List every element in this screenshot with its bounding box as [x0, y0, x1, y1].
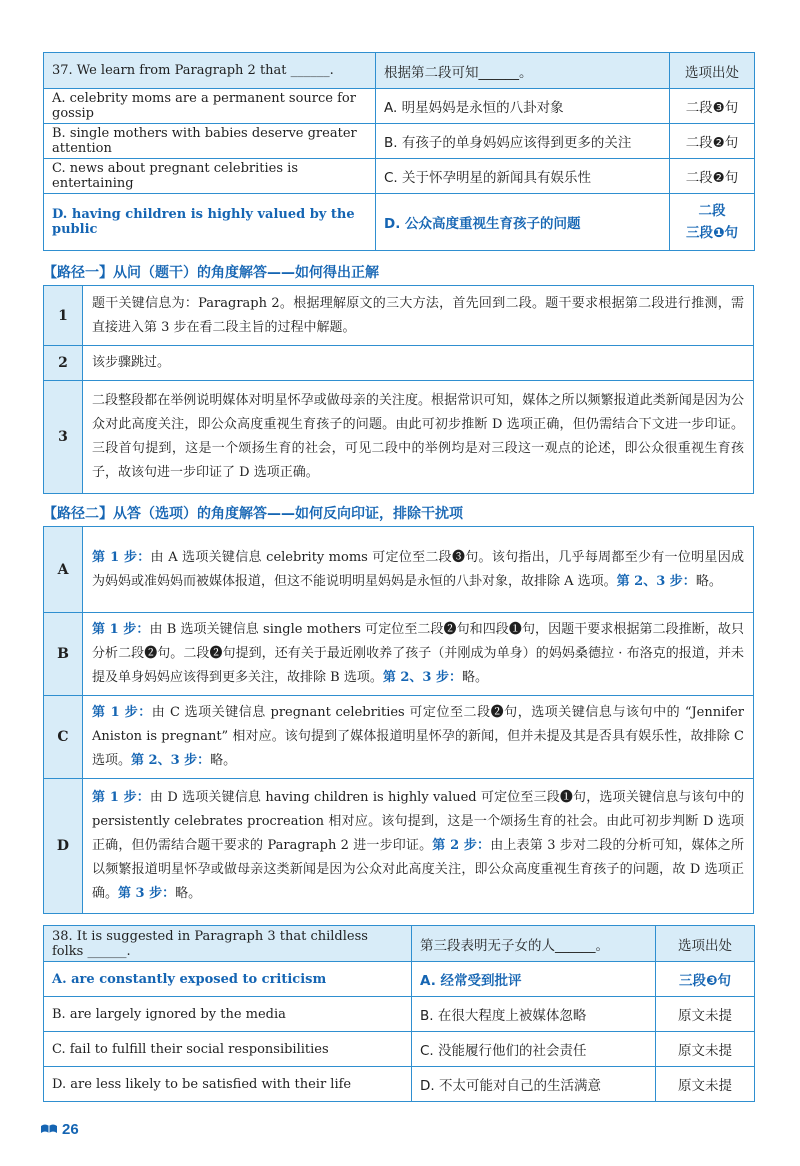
analysis-tail: 略。: [461, 670, 488, 685]
step23-label: 第 2、3 步：: [382, 670, 462, 685]
analysis-text: [83, 527, 754, 613]
option-source: 三段❸句: [656, 962, 755, 997]
step23-label: 第 2、3 步：: [616, 573, 696, 589]
route2-title: 【路径二】从答（选项）的角度解答——如何反向印证，排除干扰项: [43, 506, 463, 522]
option-cn: C. 没能履行他们的社会责任: [412, 1032, 656, 1067]
option-en: B. single mothers with babies deserve greater attention: [44, 124, 376, 159]
step-text: 该步骤跳过。: [83, 346, 754, 381]
q38-question-en: 38. It is suggested in Paragraph 3 that childless folks ______.: [44, 926, 412, 962]
page-number: 26: [62, 1121, 79, 1138]
analysis-main: 由 C 选项关键信息 pregnant celebrities 可定位至二段❷句，选项关键信息与该句中的 “Jennifer Aniston is pregnant” 相对应。该句提到了媒体报道明星怀孕的新闻，但并未提及其是否具有娱乐性，故排除 C 选项。: [92, 705, 744, 768]
option-cn: B. 有孩子的单身妈妈应该得到更多的关注: [376, 124, 670, 159]
route2-row-c: [44, 696, 754, 779]
step-text: 二段整段都在举例说明媒体对明星怀孕或做母亲的关注度。根据常识可知，媒体之所以频繁报道此类新闻是因为公众对此高度关注，即公众高度重视生育孩子的问题。由此可初步推断 D 选项正确，但仍需结合下文进一步印证。三段首句提到，这是一个颂扬生育的社会，可见二段中的举例均是对三段这一观点的论述，即公众很重视生育孩子，故该句进一步印证了 D 选项正确。: [83, 381, 754, 494]
option-letter: C: [44, 696, 83, 779]
analysis-text: [83, 613, 754, 696]
option-en: D. having children is highly valued by the public: [44, 194, 376, 251]
route1-title: 【路径一】从问（题干）的角度解答——如何得出正解: [43, 265, 379, 281]
option-en: B. are largely ignored by the media: [44, 997, 412, 1032]
option-cn: B. 在很大程度上被媒体忽略: [412, 997, 656, 1032]
option-en: D. are less likely to be satisfied with their life: [44, 1067, 412, 1102]
option-source: 二段❸句: [670, 89, 755, 124]
option-source: 二段❷句: [670, 159, 755, 194]
analysis-text: [83, 779, 754, 914]
option-letter: D: [44, 779, 83, 914]
option-en: A. celebrity moms are a permanent source for gossip: [44, 89, 376, 124]
step2-label: 第 2 步：: [432, 838, 491, 853]
step1-label: 第 1 步：: [92, 790, 150, 805]
q38-option-b: [44, 997, 755, 1032]
book-icon: [40, 1120, 58, 1139]
q37-source-header: 选项出处: [670, 53, 755, 89]
step23-label: 第 2、3 步：: [131, 753, 211, 768]
analysis-main: 由 B 选项关键信息 single mothers 可定位至二段❷句和四段❶句，因题干要求根据第二段推断，故只分析二段❷句。二段❷句提到，还有关于最近刚收养了孩子（并刚成为单身）的妈妈桑德拉 · 布洛克的报道，并未提及单身妈妈应该得到更多关注，故排除 B 选项。: [92, 622, 744, 685]
analysis-tail: 略。: [695, 573, 722, 589]
route2-row-a: [44, 527, 754, 613]
option-source: 原文未提: [656, 1067, 755, 1102]
option-letter: A: [44, 527, 83, 613]
step1-label: 第 1 步：: [92, 705, 152, 720]
q38-option-d: [44, 1067, 755, 1102]
q37-option-b: [44, 124, 755, 159]
route1-step: [44, 346, 754, 381]
step-number: 3: [44, 381, 83, 494]
page-footer: [40, 1120, 79, 1139]
q38-option-c: [44, 1032, 755, 1067]
route2-table: [43, 526, 754, 914]
option-source: [670, 194, 755, 251]
option-cn: C. 关于怀孕明星的新闻具有娱乐性: [376, 159, 670, 194]
step-number: 1: [44, 286, 83, 346]
q38-source-header: 选项出处: [656, 926, 755, 962]
route2-row-b: [44, 613, 754, 696]
option-cn: D. 公众高度重视生育孩子的问题: [376, 194, 670, 251]
route2-row-d: [44, 779, 754, 914]
option-source-line2: 三段❶句: [686, 225, 738, 241]
q37-option-c: [44, 159, 755, 194]
option-source-line1: 二段: [698, 203, 726, 219]
route1-table: [43, 285, 754, 494]
option-source: 原文未提: [656, 1032, 755, 1067]
analysis-step2: 由上表第 3 步对二段的分析可知，媒体之所以频繁报道明星怀孕或做母亲这类新闻是因为公众对此高度关注，即公众高度重视生育孩子的问题，故 D 选项正确。: [92, 838, 744, 901]
option-en: C. fail to fulfill their social responsibilities: [44, 1032, 412, 1067]
q37-question-cn: 根据第二段可知______。: [376, 53, 670, 89]
step1-label: 第 1 步：: [92, 622, 150, 637]
option-en: C. news about pregnant celebrities is entertaining: [44, 159, 376, 194]
q38-option-a: [44, 962, 755, 997]
option-cn: A. 明星妈妈是永恒的八卦对象: [376, 89, 670, 124]
q38-question-cn: 第三段表明无子女的人______。: [412, 926, 656, 962]
q37-option-a: [44, 89, 755, 124]
option-source: 二段❷句: [670, 124, 755, 159]
q37-header-row: [44, 53, 755, 89]
analysis-main: 由 A 选项关键信息 celebrity moms 可定位至二段❸句。该句指出，几乎每周都至少有一位明星因成为妈妈或准妈妈而被媒体报道，但这不能说明明星妈妈是永恒的八卦对象，故排除 A 选项。: [92, 549, 744, 589]
q38-header-row: [44, 926, 755, 962]
step-number: 2: [44, 346, 83, 381]
option-en: A. are constantly exposed to criticism: [44, 962, 412, 997]
analysis-tail: 略。: [210, 753, 237, 768]
analysis-tail: 略。: [175, 886, 202, 901]
q37-option-d: [44, 194, 755, 251]
step3-label: 第 3 步：: [118, 886, 176, 901]
option-cn: A. 经常受到批评: [412, 962, 656, 997]
analysis-text: [83, 696, 754, 779]
q37-table: [43, 52, 755, 251]
option-cn: D. 不太可能对自己的生活满意: [412, 1067, 656, 1102]
q37-question-en: 37. We learn from Paragraph 2 that ______.: [44, 53, 376, 89]
route1-step: [44, 381, 754, 494]
q38-table: [43, 925, 755, 1102]
step1-label: 第 1 步：: [92, 549, 151, 565]
analysis-main: 由 D 选项关键信息 having children is highly valued 可定位至三段❶句，选项关键信息与该句中的 persistently celebrates procreation 相对应。该句提到，这是一个颂扬生育的社会。由此可初步判断 D 选项正确，但仍需结合题干要求的 Paragraph 2 进一步印证。: [92, 790, 744, 853]
step-text: 题干关键信息为：Paragraph 2。根据理解原文的三大方法，首先回到二段。题干要求根据第二段进行推测，需直接进入第 3 步在看二段主旨的过程中解题。: [83, 286, 754, 346]
option-source: 原文未提: [656, 997, 755, 1032]
option-letter: B: [44, 613, 83, 696]
route1-step: [44, 286, 754, 346]
